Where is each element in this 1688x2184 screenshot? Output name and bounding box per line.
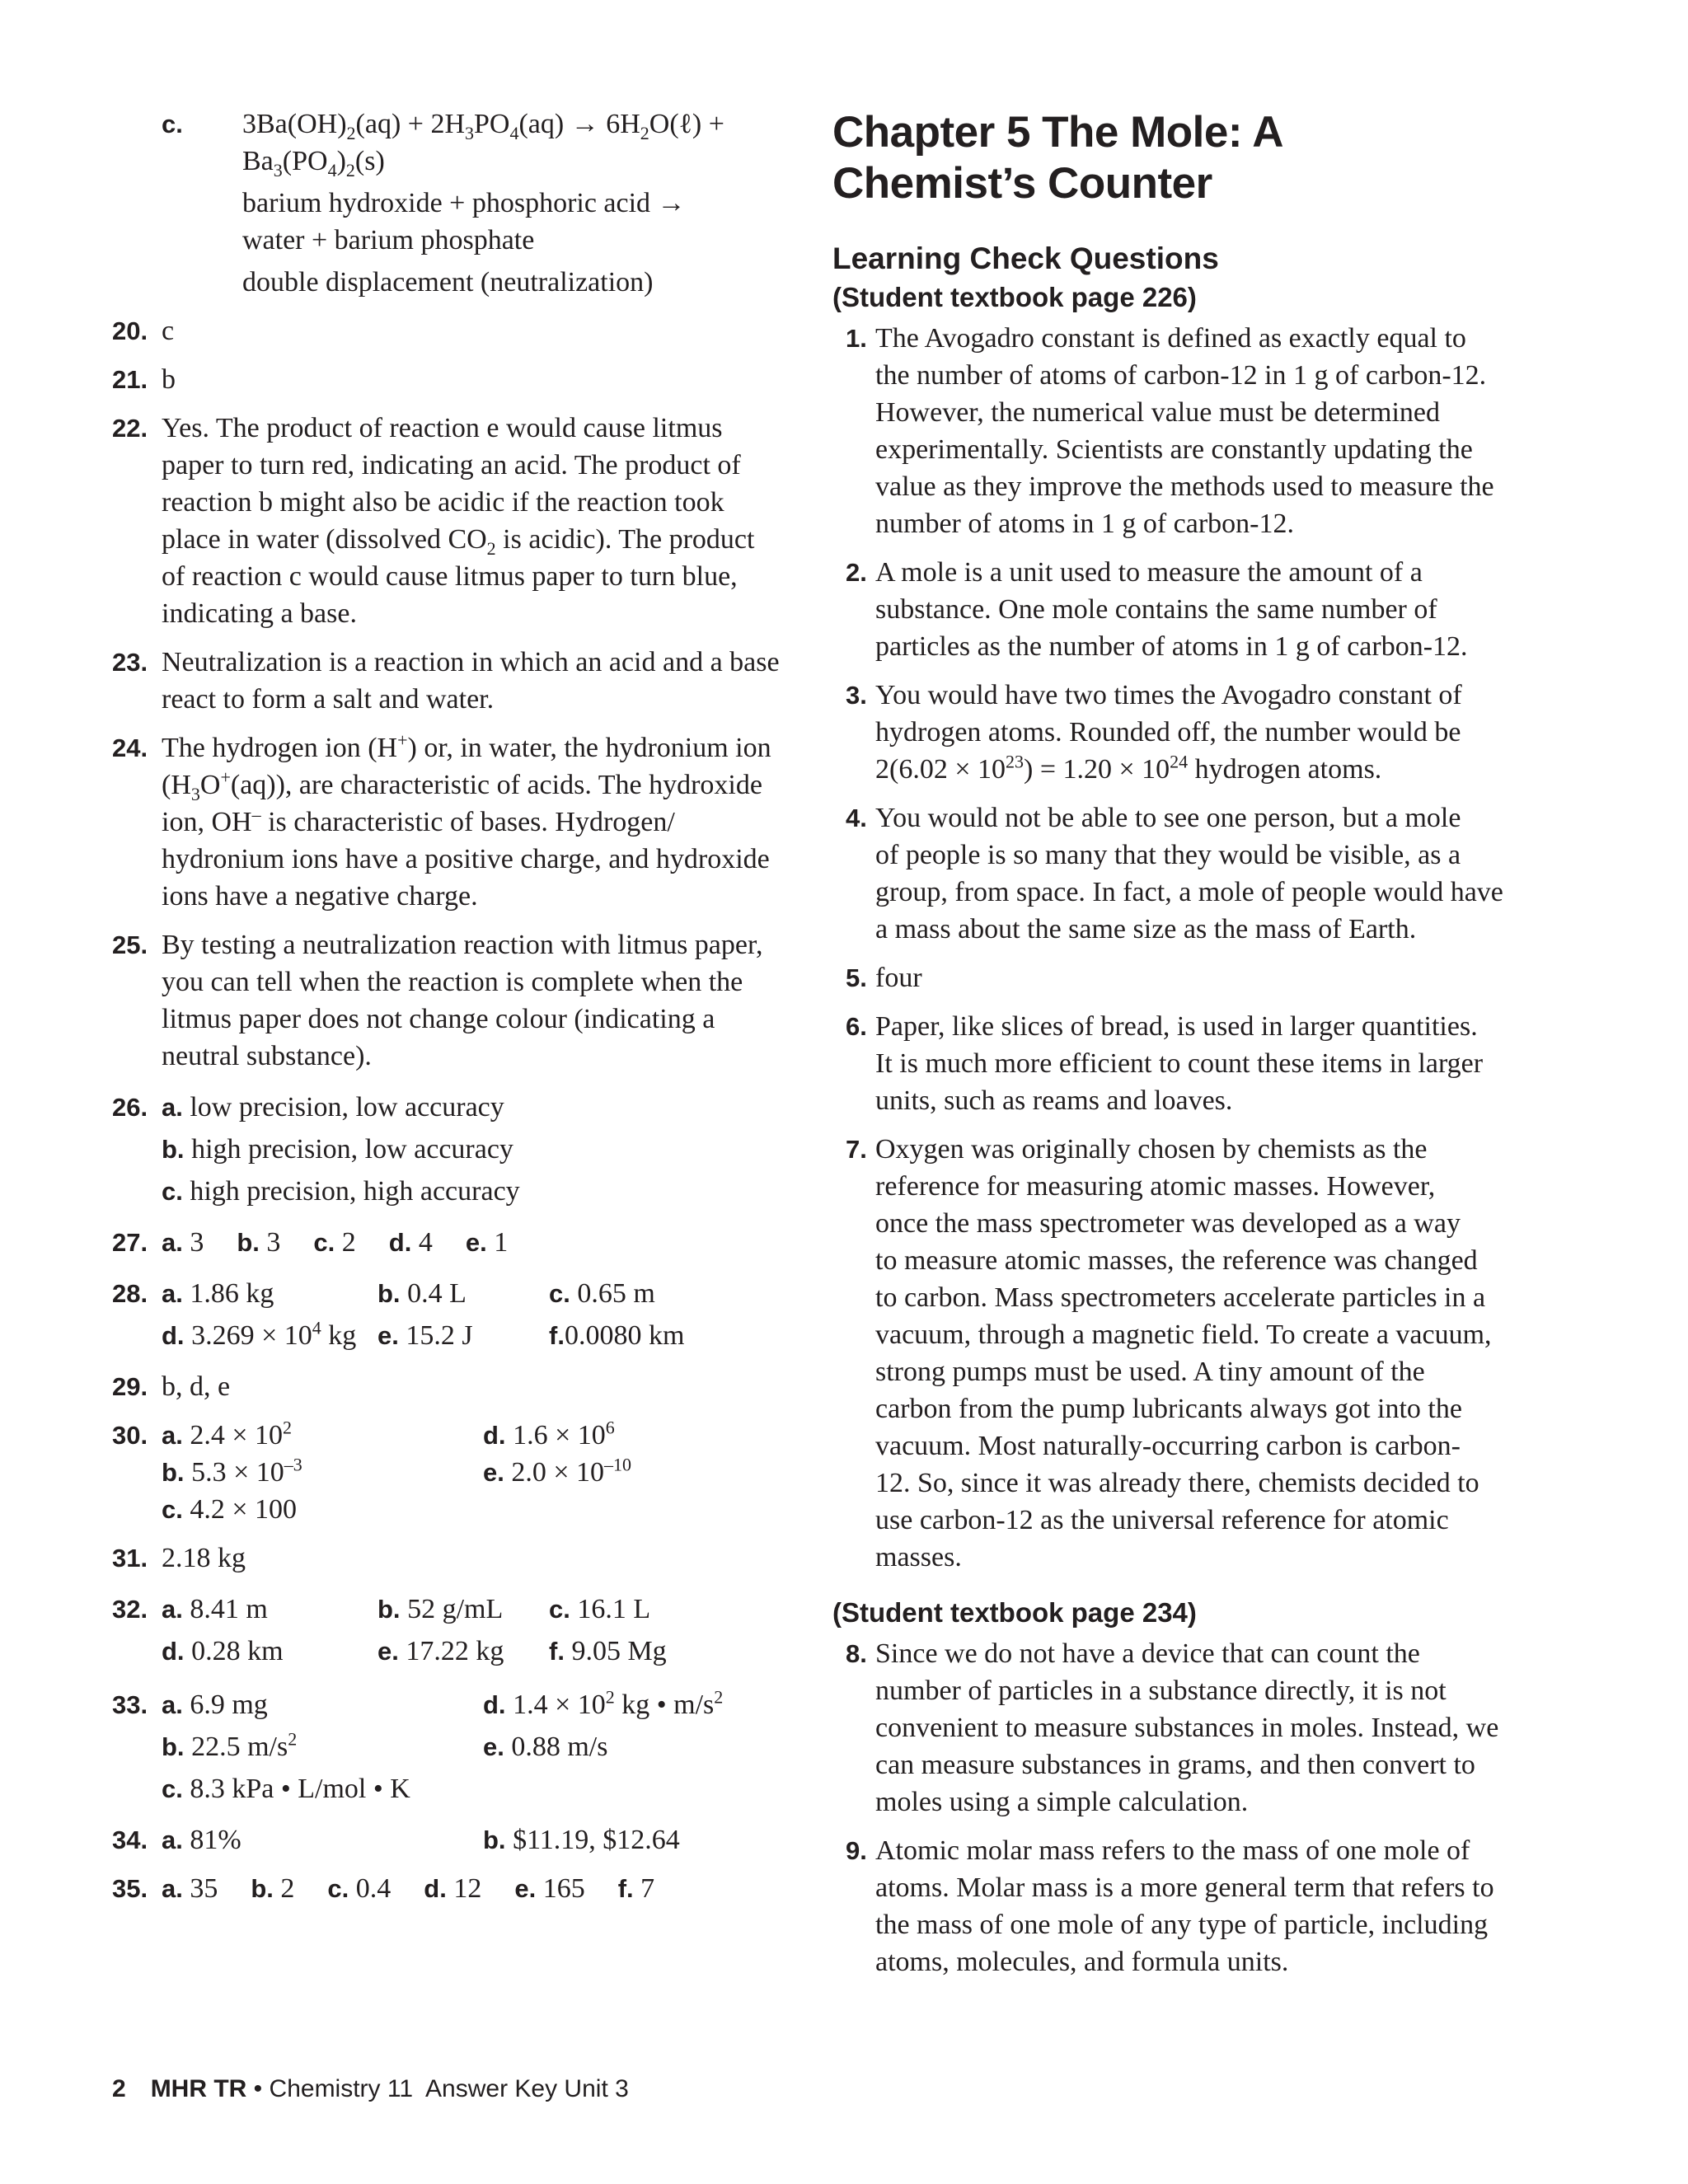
word-equation-1: barium hydroxide + phosphoric acid → xyxy=(242,188,686,218)
answer-21: 21. b xyxy=(112,364,176,395)
page-reference-234: (Student textbook page 234) xyxy=(832,1597,1197,1628)
page-footer: 2 MHR TR • Chemistry 11 Answer Key Unit 3 xyxy=(112,2075,629,2102)
publisher: MHR TR xyxy=(150,2075,247,2102)
page-number: 2 xyxy=(112,2075,126,2102)
word-equation-2: water + barium phosphate xyxy=(242,225,535,255)
answer-22: 22. Yes. The product of reaction e would cause litmus paper to turn red, indicating an acid. The product of reaction b might also be acidic if the reaction took place in water (dissolved $CO_2$ is acidic). The product of reaction c would cause litmus paper to turn blue, indicating a base. xyxy=(112,413,755,629)
answer-24: 24. The hydrogen ion (H+) or, in water, the hydronium ion $(H_3O^+(aq))$, are characteristic of acids. The hydroxide ion, OH– is characteristic of bases. Hydrogen/ hydronium ions have a positive charge, and hydroxide ions have a negative charge. xyxy=(112,729,771,912)
answer-7: 7. Oxygen was originally chosen by chemists as the reference for measuring atomic masses. However, once the mass spectrometer was developed as a way to measure atomic masses, the reference was changed to carbon. Mass spectrometers accelerate particles in a vacuum, through a magnetic field. To create a vacuum, strong pumps must be used. A tiny amount of the carbon from the pump lubricants always got into the vacuum. Most naturally-occurring carbon is carbon- 12. So, since it was already there, chemists decided to use carbon-12 as the universal reference for atomic masses. xyxy=(846,1134,1492,1572)
answer-8: 8. Since we do not have a device that can count the number of particles in a substance directly, it is not convenient to measure substances in moles. Instead, we can measure substances in grams, and then convert to moles using a simple calculation. xyxy=(846,1638,1499,1817)
answer-27: 27. a. 3 b. 3 c. 2 d. 4 e. 1 xyxy=(112,1227,509,1258)
answer-3: 3. You would have two times the Avogadro constant of hydrogen atoms. Rounded off, the number would be $2(6.02 \times 10^{23}) = 1.20 \times 10^{24}$ hydrogen atoms. xyxy=(846,680,1462,785)
answer-32: 32. a. 8.41 m b. 52 g/mL c. 16.1 L d. 0.28 km e. 17.22 kg f. 9.05 Mg xyxy=(112,1594,667,1666)
answer-23: 23. Neutralization is a reaction in which an acid and a base react to form a salt and water. xyxy=(112,647,780,715)
answer-6: 6. Paper, like slices of bread, is used in larger quantities. It is much more efficient to count these items in larger units, such as reams and loaves. xyxy=(846,1011,1484,1116)
answer-29: 29. b, d, e xyxy=(112,1371,231,1402)
answer-33: 33. a. 6.9 mg d. $1.4 \times 10^2$ kg • $m/s^2$ b. 22.5 $m/s^2$ e. 0.88 m/s c. 8.3 kPa • L/mol • K xyxy=(112,1686,724,1804)
answer-2: 2. A mole is a unit used to measure the amount of a substance. One mole contains the same number of particles as the number of atoms in 1 g of carbon-12. xyxy=(846,557,1468,662)
answer-9: 9. Atomic molar mass refers to the mass of one mole of atoms. Molar mass is a more general term that refers to the mass of one mole of any type of particle, including atoms, molecules, and formula units. xyxy=(846,1835,1494,1977)
answer-25: 25. By testing a neutralization reaction with litmus paper, you can tell when the reaction is complete when the litmus paper does not change colour (indicating a neutral substance). xyxy=(112,930,763,1071)
page-reference-226: (Student textbook page 226) xyxy=(832,282,1197,312)
answer-4: 4. You would not be able to see one person, but a mole of people is so many that they would be visible, as a group, from space. In fact, a mole of people would have a mass about the same size as the mass of Earth. xyxy=(846,803,1503,944)
answer-31: 31. 2.18 kg xyxy=(112,1543,246,1573)
answer-1: 1. The Avogadro constant is defined as exactly equal to the number of atoms of carbon-12 in 1 g of carbon-12. However, the numerical value must be determined experimentally. Scientists are constantly updating the value as they improve the methods used to measure the number of atoms in 1 g of carbon-12. xyxy=(846,323,1494,539)
answer-34: 34. a. 81% b. $11.19, $12.64 xyxy=(112,1825,680,1855)
answer-28: 28. a. 1.86 kg b. 0.4 L c. 0.65 m d. $3.269 \times 10^4$ kg e. 15.2 J f.0.0080 km xyxy=(112,1278,685,1351)
answer-35: 35. a. 35 b. 2 c. 0.4 d. 12 e. 165 f. 7 xyxy=(112,1873,655,1904)
answer-5: 5. four xyxy=(846,963,922,993)
answer-30: 30. a. $2.4 \times 10^2$ d. $1.6 \times 10^6$ b. $5.3 \times 10^{-3}$ e. $2.0 \times 10^{-10}$ c. 4.2 × 100 xyxy=(112,1417,632,1525)
equation-line-1: $3Ba(OH)_2(aq) + 2H_3PO_4(aq)$ → $6H_2O(\ell)$ + xyxy=(242,109,724,143)
section-title: Learning Check Questions xyxy=(832,241,1219,275)
answer-19c: c. $3Ba(OH)_2(aq) + 2H_3PO_4(aq)$ → $6H_2O(\ell)$ + $Ba_3(PO_4)_2(s)$ barium hydroxide + phosphoric acid → water + barium phosphate double displacement (neutralization) xyxy=(162,105,804,301)
equation-line-2: $Ba_3(PO_4)_2(s)$ xyxy=(242,146,385,180)
book-title: Chemistry 11 Answer Key Unit 3 xyxy=(269,2075,629,2102)
answer-20: 20. c xyxy=(112,316,175,346)
chapter-title: Chapter 5 The Mole: A Chemist’s Counter xyxy=(832,108,1284,208)
reaction-type: double displacement (neutralization) xyxy=(242,267,654,298)
right-column xyxy=(832,107,1541,1992)
answer-26: 26. a. low precision, low accuracy b. high precision, low accuracy c. high precision, high accuracy xyxy=(112,1092,520,1207)
left-column xyxy=(112,105,804,1919)
